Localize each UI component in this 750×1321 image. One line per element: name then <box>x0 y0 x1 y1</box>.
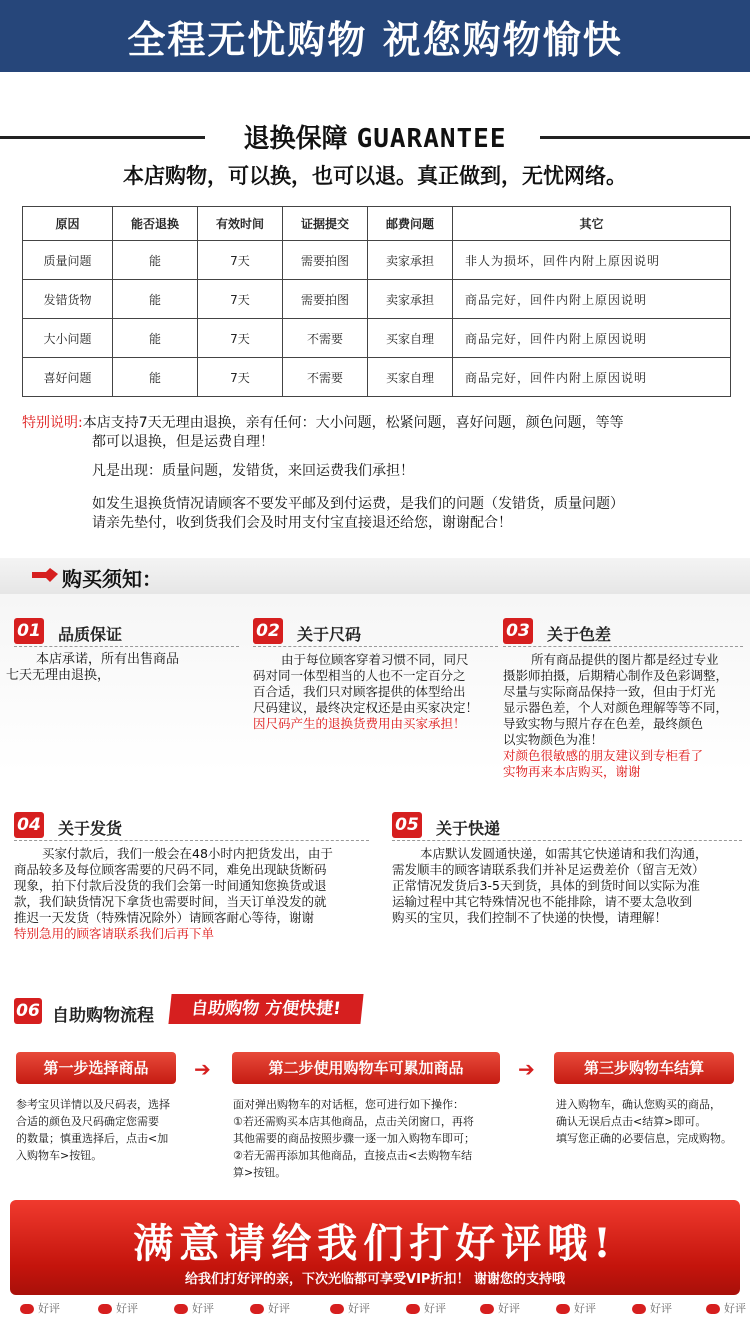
step3-button[interactable]: 第三步购物车结算 <box>554 1052 734 1084</box>
step3-description <box>556 1096 746 1147</box>
footer-label: 好评 <box>116 1302 138 1315</box>
section-text: 码对同一体型相当的人也不一定百分之 <box>253 668 466 683</box>
step-text: ①若还需购买本店其他商品，点击关闭窗口，再将 <box>233 1115 474 1128</box>
section-body <box>392 846 742 926</box>
section-text: 正常情况发货后3-5天到货，具体的到货时间以实际为准 <box>392 878 700 893</box>
table-cell: 质量问题 <box>23 241 113 280</box>
table-row <box>23 280 731 319</box>
table-header-row <box>23 207 731 241</box>
section-size <box>253 618 498 748</box>
guarantee-title-cn: 退换保障 <box>243 124 348 154</box>
section-number: 04 <box>14 812 44 838</box>
section-divider <box>253 646 498 647</box>
step1-description <box>16 1096 206 1164</box>
step-text: ②若无需再添加其他商品，直接点击<去购物车结 <box>233 1149 473 1162</box>
section-text: 现象，拍下付款后没货的我们会第一时间通知您换货或退 <box>14 878 327 893</box>
section-title: 品质保证 <box>58 625 123 644</box>
section-color <box>503 618 743 793</box>
return-policy-table <box>22 206 731 397</box>
review-banner-subtext: 给我们打好评的亲，下次光临都可享受VIP折扣！ 谢谢您的支持哦 <box>185 1272 565 1287</box>
section-warning-text: 特别急用的顾客请联系我们后再下单 <box>14 926 215 941</box>
table-header-cell: 邮费问题 <box>368 207 453 241</box>
section-body <box>503 652 743 780</box>
section-text: 显示器色差，个人对颜色理解等等不同， <box>503 700 729 715</box>
table-cell: 商品完好，回件内附上原因说明 <box>453 358 731 397</box>
section-title: 关于尺码 <box>297 625 362 644</box>
note-line: 本店支持7天无理由退换，亲有任何：大小问题，松紧问题，喜好问题，颜色问题，等等 <box>82 415 624 431</box>
footer-item <box>480 1300 520 1316</box>
note-line: 请亲先垫付，收到货我们会及时用支付宝直接退还给您，谢谢配合！ <box>92 515 512 531</box>
step2-description <box>233 1096 523 1181</box>
note-line: 凡是出现：质量问题，发错货，来回运费我们承担！ <box>92 463 414 479</box>
section-text: 本店默认发圆通快递，如需其它快递请和我们沟通， <box>420 846 708 861</box>
footer-item <box>98 1300 138 1316</box>
footer-label: 好评 <box>268 1302 290 1315</box>
table-cell: 非人为损坏，回件内附上原因说明 <box>453 241 731 280</box>
section-text: 推迟一天发货（特殊情况除外）请顾客耐心等待，谢谢 <box>14 910 315 925</box>
shopping-flow-title: 自助购物流程 <box>52 1006 154 1026</box>
step-text: 入购物车>按钮。 <box>16 1149 103 1162</box>
table-cell: 7天 <box>198 319 283 358</box>
section-text: 买家付款后，我们一般会在48小时内把货发出，由于 <box>42 846 333 861</box>
guarantee-title <box>0 118 750 155</box>
table-cell: 需要拍图 <box>283 280 368 319</box>
table-header-cell: 证据提交 <box>283 207 368 241</box>
section-number: 06 <box>14 998 42 1024</box>
flower-icon <box>98 1304 112 1314</box>
step-text: 其他需要的商品按照步骤一逐一加入购物车即可； <box>233 1132 475 1145</box>
section-warning-text: 因尺码产生的退换货费用由买家承担！ <box>253 716 466 731</box>
flower-icon <box>706 1304 720 1314</box>
table-header-cell: 其它 <box>453 207 731 241</box>
section-divider <box>14 646 239 647</box>
step2-button[interactable]: 第二步使用购物车可累加商品 <box>232 1052 500 1084</box>
special-note <box>22 414 732 533</box>
table-cell: 商品完好，回件内附上原因说明 <box>453 319 731 358</box>
footer-item <box>706 1300 746 1316</box>
flower-icon <box>632 1304 646 1314</box>
footer-label: 好评 <box>38 1302 60 1315</box>
flower-icon <box>250 1304 264 1314</box>
guarantee-title-en: GUARANTEE <box>356 124 507 154</box>
flower-icon <box>330 1304 344 1314</box>
step-text: 合适的颜色及尺码确定您需要 <box>16 1115 159 1128</box>
step-text: 确认无误后点击<结算>即可。 <box>556 1115 707 1128</box>
flower-icon <box>20 1304 34 1314</box>
table-row <box>23 358 731 397</box>
section-number: 02 <box>253 618 283 644</box>
section-text: 需发顺丰的顾客请联系我们并补足运费差价（留言无效） <box>392 862 705 877</box>
section-title: 关于色差 <box>547 625 612 644</box>
step-text: 填写您正确的必要信息，完成购物。 <box>556 1132 732 1145</box>
footer-label: 好评 <box>498 1302 520 1315</box>
shopping-flow-heading <box>14 998 154 1026</box>
section-shipping <box>14 812 369 962</box>
table-cell: 卖家承担 <box>368 241 453 280</box>
footer-item <box>632 1300 672 1316</box>
table-cell: 能 <box>113 319 198 358</box>
table-row <box>23 241 731 280</box>
section-divider <box>503 646 743 647</box>
footer-item <box>174 1300 214 1316</box>
step1-button[interactable]: 第一步选择商品 <box>16 1052 176 1084</box>
note-line: 如发生退换货情况请顾客不要发平邮及到付运费，是我们的问题（发错货，质量问题） <box>92 496 624 512</box>
footer-item <box>406 1300 446 1316</box>
top-header-banner <box>0 0 750 72</box>
guarantee-slogan: 本店购物，可以换，也可以退。真正做到，无忧网络。 <box>123 164 627 188</box>
section-warning-text: 对颜色很敏感的朋友建议到专柜看了 <box>503 748 704 763</box>
table-cell: 7天 <box>198 280 283 319</box>
section-text: 导致实物与照片存在色差，最终颜色 <box>503 716 704 731</box>
table-cell: 不需要 <box>283 358 368 397</box>
step-text: 参考宝贝详情以及尺码表，选择 <box>16 1098 170 1111</box>
arrow-right-icon: ➔ <box>518 1057 535 1081</box>
section-title: 关于快递 <box>436 819 501 838</box>
flower-icon <box>556 1304 570 1314</box>
table-cell: 发错货物 <box>23 280 113 319</box>
section-divider <box>392 840 742 841</box>
section-number: 03 <box>503 618 533 644</box>
section-text: 运输过程中其它特殊情况也不能排除，请不要太急收到 <box>392 894 693 909</box>
review-banner <box>10 1200 740 1295</box>
note-line: 都可以退换，但是运费自理！ <box>92 434 274 450</box>
section-text: 款，我们缺货情况下拿货也需要时间，当天订单没发的就 <box>14 894 327 909</box>
footer-label: 好评 <box>650 1302 672 1315</box>
step-text: 进入购物车，确认您购买的商品， <box>556 1098 721 1111</box>
footer-item <box>250 1300 290 1316</box>
section-express <box>392 812 742 962</box>
section-text: 七天无理由退换， <box>6 668 111 683</box>
table-header-cell: 有效时间 <box>198 207 283 241</box>
pointing-hand-icon <box>30 566 60 586</box>
section-text: 购买的宝贝，我们控制不了快递的快慢，请理解！ <box>392 910 668 925</box>
footer-label: 好评 <box>724 1302 746 1315</box>
header-title: 全程无忧购物 祝您购物愉快 <box>127 16 623 62</box>
section-quality <box>6 618 239 698</box>
table-cell: 买家自理 <box>368 319 453 358</box>
section-warning-text: 实物再来本店购买，谢谢 <box>503 764 641 779</box>
footer-label: 好评 <box>424 1302 446 1315</box>
section-divider <box>14 840 369 841</box>
section-text: 以实物颜色为准！ <box>503 732 604 747</box>
table-cell: 7天 <box>198 358 283 397</box>
section-text: 商品较多及每位顾客需要的尺码不同，难免出现缺货断码 <box>14 862 327 877</box>
flower-icon <box>174 1304 188 1314</box>
footer-label: 好评 <box>574 1302 596 1315</box>
table-cell: 商品完好，回件内附上原因说明 <box>453 280 731 319</box>
flower-icon <box>406 1304 420 1314</box>
special-note-label: 特别说明: <box>22 415 83 431</box>
step-text: 面对弹出购物车的对话框，您可进行如下操作： <box>233 1098 464 1111</box>
footer-label: 好评 <box>192 1302 214 1315</box>
purchase-notice-bar <box>0 558 750 594</box>
section-text: 百合适，我们只对顾客提供的体型给出 <box>253 684 466 699</box>
section-text: 本店承诺，所有出售商品 <box>36 652 180 667</box>
footer-item <box>330 1300 370 1316</box>
step-text: 算>按钮。 <box>233 1166 287 1179</box>
step-text: 的数量；慎重选择后，点击<加 <box>16 1132 169 1145</box>
section-text: 由于每位顾客穿着习惯不同，同尺 <box>281 652 469 667</box>
shopping-flow-tag: 自助购物 方便快捷! <box>168 994 363 1024</box>
table-cell: 7天 <box>198 241 283 280</box>
table-cell: 能 <box>113 280 198 319</box>
section-title: 关于发货 <box>58 819 123 838</box>
section-text: 尽量与实际商品保持一致，但由于灯光 <box>503 684 716 699</box>
table-cell: 能 <box>113 358 198 397</box>
section-number: 01 <box>14 618 44 644</box>
flower-icon <box>480 1304 494 1314</box>
footer-item <box>556 1300 596 1316</box>
table-row <box>23 319 731 358</box>
table-cell: 买家自理 <box>368 358 453 397</box>
section-body <box>14 846 369 942</box>
section-text: 所有商品提供的图片都是经过专业 <box>531 652 719 667</box>
table-header-cell: 原因 <box>23 207 113 241</box>
table-header-cell: 能否退换 <box>113 207 198 241</box>
footer-label: 好评 <box>348 1302 370 1315</box>
arrow-right-icon: ➔ <box>194 1057 211 1081</box>
footer-review-strip <box>0 1298 750 1318</box>
table-cell: 卖家承担 <box>368 280 453 319</box>
section-body <box>253 652 498 732</box>
footer-item <box>20 1300 60 1316</box>
section-text: 摄影师拍摄，后期精心制作及色彩调整， <box>503 668 729 683</box>
section-text: 尺码建议，最终决定权还是由买家决定！ <box>253 700 479 715</box>
table-cell: 需要拍图 <box>283 241 368 280</box>
review-banner-headline: 满意请给我们打好评哦! <box>133 1220 617 1267</box>
section-body <box>6 652 239 684</box>
table-cell: 不需要 <box>283 319 368 358</box>
purchase-notice-title: 购买须知： <box>62 567 162 591</box>
table-cell: 能 <box>113 241 198 280</box>
section-number: 05 <box>392 812 422 838</box>
table-cell: 大小问题 <box>23 319 113 358</box>
table-cell: 喜好问题 <box>23 358 113 397</box>
